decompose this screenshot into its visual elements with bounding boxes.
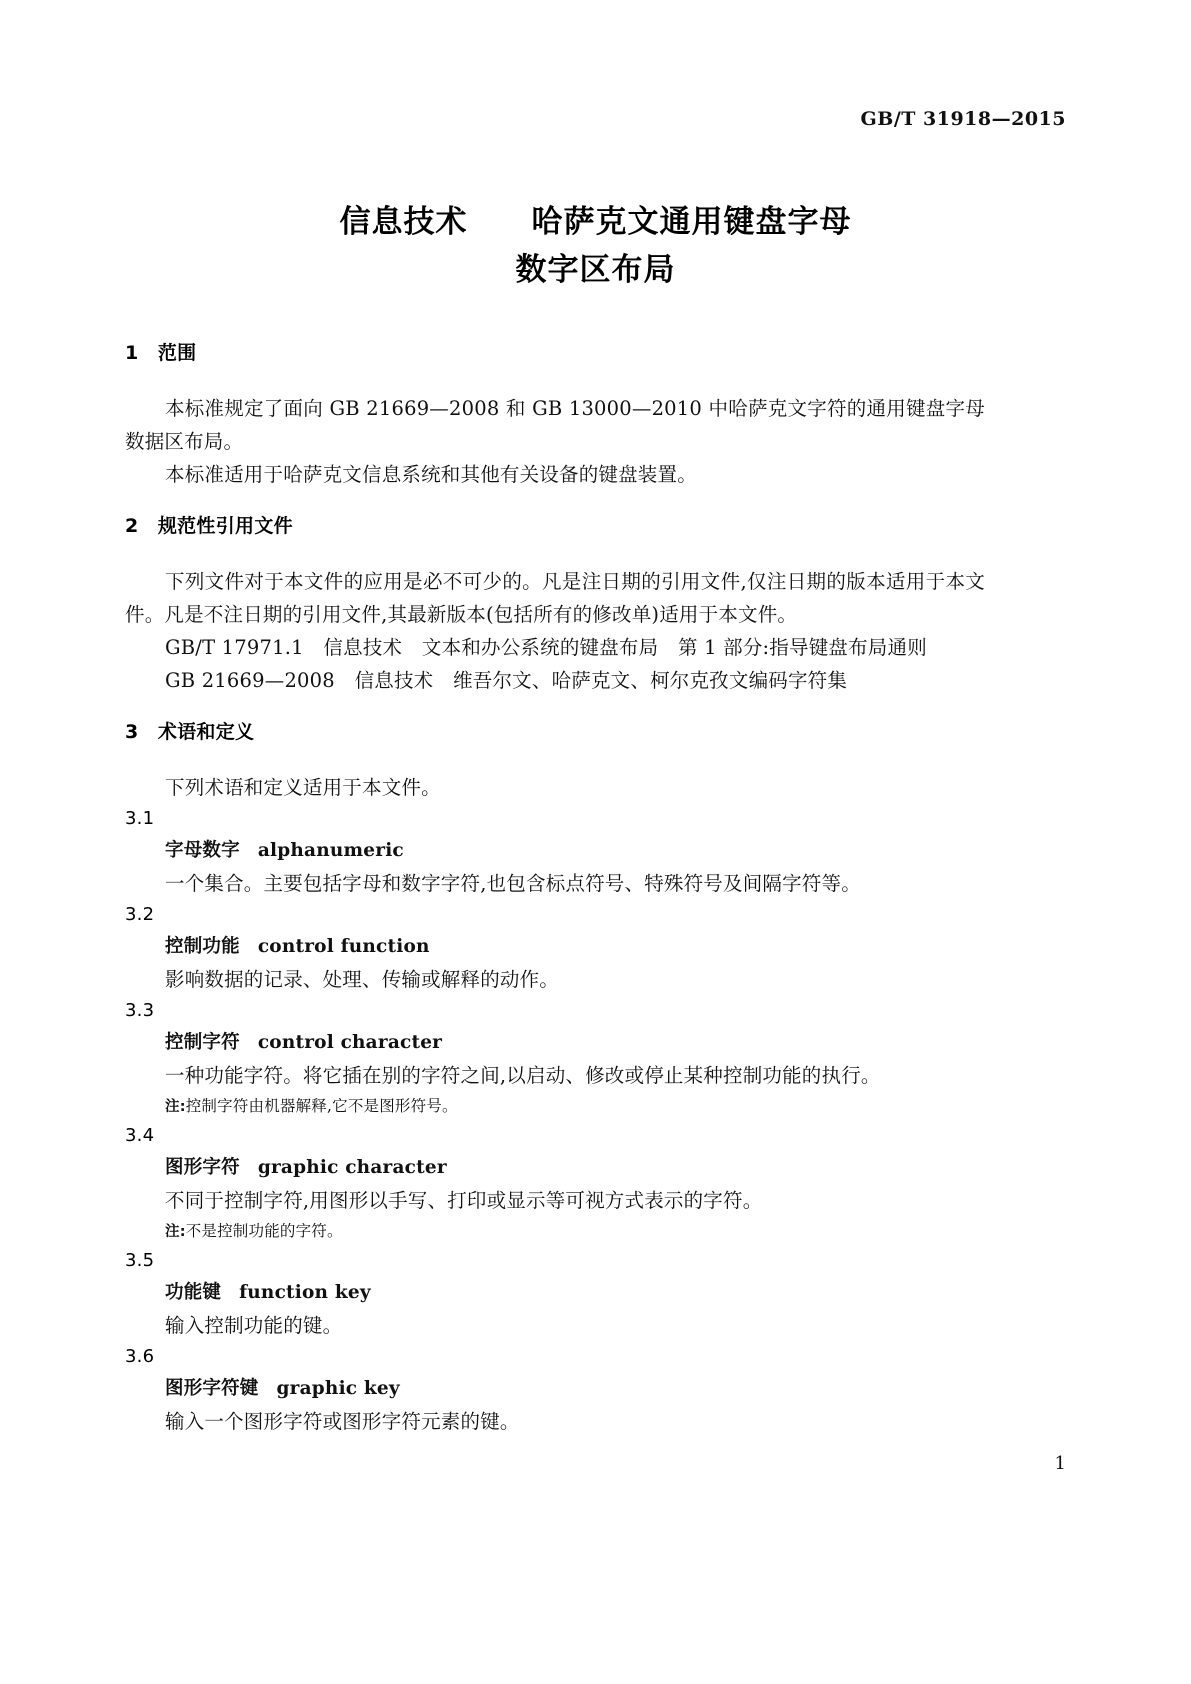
scope-paragraph-1: 本标准规定了面向 GB 21669—2008 和 GB 13000—2010 中哈萨克文字符的通用键盘字母数据区布局。 [125, 397, 985, 453]
term-entry [125, 1026, 985, 1059]
title-line-2: 数字区布局 [515, 252, 676, 288]
term-definition: 影响数据的记录、处理、传输或解释的动作。 [165, 968, 560, 991]
document-body [125, 340, 985, 1438]
spacer [125, 697, 985, 719]
page-title [125, 198, 1066, 294]
clause-number: 3.4 [125, 1125, 155, 1146]
scope-paragraph-2: 本标准适用于哈萨克文信息系统和其他有关设备的键盘装置。 [165, 463, 697, 486]
term-note [125, 1092, 985, 1121]
term-note [125, 1217, 985, 1246]
spacer [125, 491, 985, 513]
term-chinese: 控制字符 [165, 1032, 240, 1053]
clause-number: 3.2 [125, 904, 155, 925]
section-heading-scope: 1 范围 [125, 342, 197, 364]
term-entry [125, 834, 985, 867]
note-text: 控制字符由机器解释,它不是图形符号。 [185, 1097, 458, 1115]
normative-reference-item: GB 21669—2008 信息技术 维吾尔文、哈萨克文、柯尔克孜文编码字符集 [165, 669, 848, 692]
clause-number: 3.1 [125, 808, 155, 829]
term-definition: 不同于控制字符,用图形以手写、打印或显示等可视方式表示的字符。 [165, 1189, 763, 1212]
term-entry [125, 930, 985, 963]
page-number: 1 [1054, 1453, 1066, 1474]
term-entry [125, 1276, 985, 1309]
section-heading-normative-references: 2 规范性引用文件 [125, 515, 293, 537]
standard-number: GB/T 31918—2015 [860, 108, 1066, 130]
running-footer [125, 1453, 1066, 1474]
running-header [125, 108, 1066, 134]
section-heading-terms-and-definitions: 3 术语和定义 [125, 721, 255, 743]
note-text: 不是控制功能的字符。 [185, 1222, 343, 1240]
term-chinese: 字母数字 [165, 840, 240, 861]
term-definition: 输入一个图形字符或图形字符元素的键。 [165, 1410, 520, 1433]
term-chinese: 图形字符键 [165, 1378, 259, 1399]
terms-intro-paragraph: 下列术语和定义适用于本文件。 [165, 776, 441, 799]
clause-number: 3.6 [125, 1346, 155, 1367]
term-english: function key [239, 1282, 371, 1303]
term-entry [125, 1372, 985, 1405]
term-chinese: 功能键 [165, 1282, 222, 1303]
title-line-1: 信息技术 哈萨克文通用键盘字母 [339, 204, 852, 240]
normative-refs-paragraph: 下列文件对于本文件的应用是必不可少的。凡是注日期的引用文件,仅注日期的版本适用于本文件。凡是不注日期的引用文件,其最新版本(包括所有的修改单)适用于本文件。 [125, 570, 985, 626]
spacer [125, 366, 985, 392]
term-english: graphic character [257, 1157, 447, 1178]
term-english: graphic key [276, 1378, 400, 1399]
term-definition: 输入控制功能的键。 [165, 1314, 343, 1337]
normative-reference-item: GB/T 17971.1 信息技术 文本和办公系统的键盘布局 第 1 部分:指导键盘布局通则 [165, 636, 927, 659]
spacer [125, 745, 985, 771]
term-english: alphanumeric [257, 840, 404, 861]
term-definition: 一个集合。主要包括字母和数字字符,也包含标点符号、特殊符号及间隔字符等。 [165, 872, 861, 895]
term-entry [125, 1151, 985, 1184]
term-chinese: 图形字符 [165, 1157, 240, 1178]
spacer [125, 539, 985, 565]
clause-number: 3.5 [125, 1250, 155, 1271]
clause-number: 3.3 [125, 1000, 155, 1021]
note-label: 注: [165, 1224, 186, 1240]
term-english: control character [257, 1032, 443, 1053]
note-label: 注: [165, 1099, 186, 1115]
term-english: control function [257, 936, 430, 957]
term-chinese: 控制功能 [165, 936, 240, 957]
term-definition: 一种功能字符。将它插在别的字符之间,以启动、修改或停止某种控制功能的执行。 [165, 1064, 881, 1087]
